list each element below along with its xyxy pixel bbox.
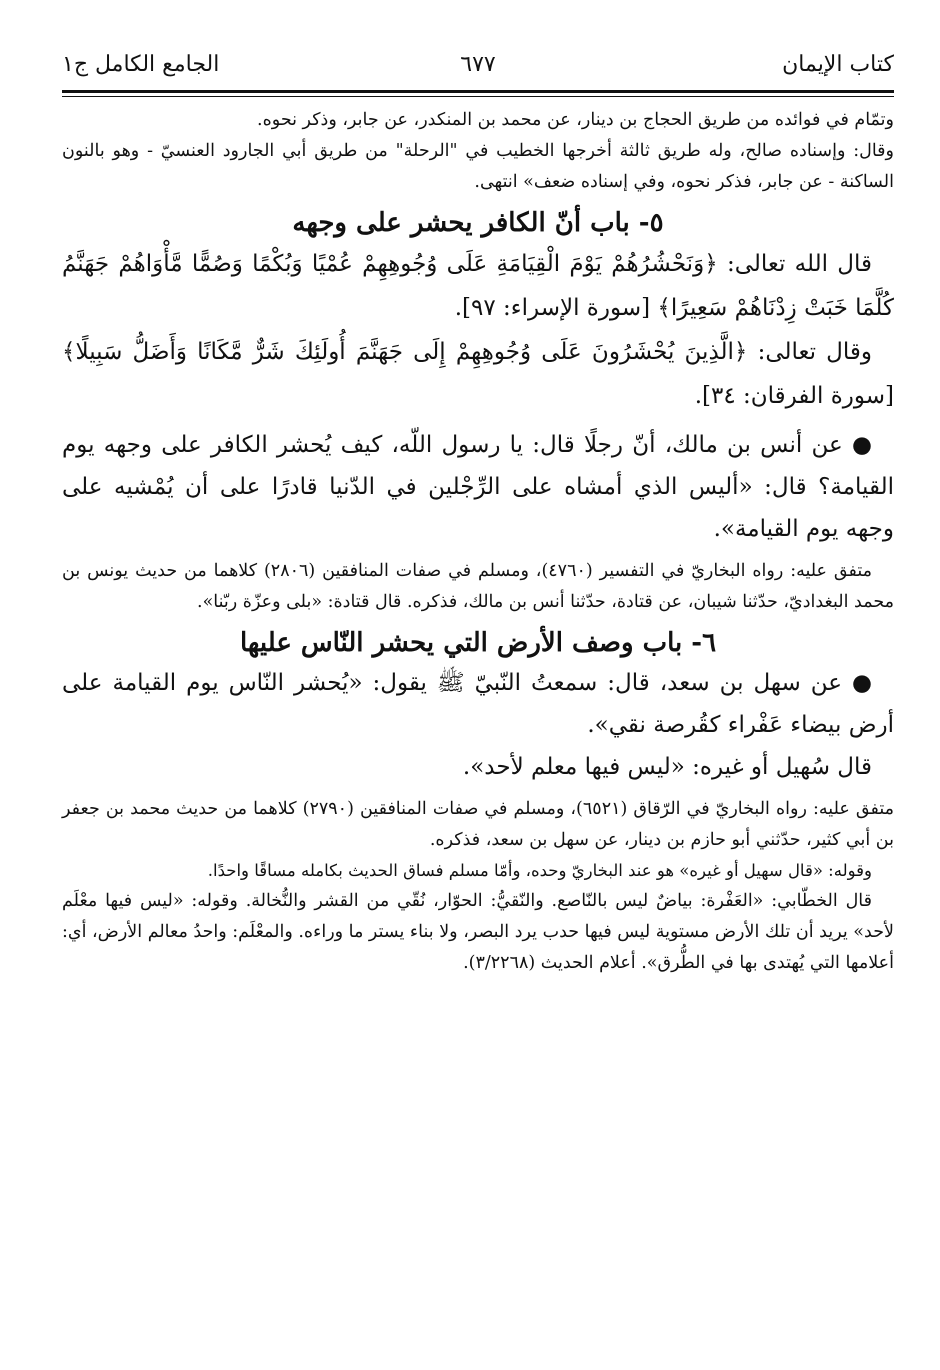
chapter-5-takhrij: متفق عليه: رواه البخاريّ في التفسير (٤٧٦٠)، ومسلم في صفات المنافقين (٢٨٠٦) كلاهما من حديث يونس بن محمد البغداديّ، حدّثنا شيبان، عن قتادة، حدّثنا أنس بن مالك، فذكره. قال قتادة: «بلى وعزّة ربّنا». [62, 561, 894, 612]
page-number: ٦٧٧ [460, 52, 496, 77]
chapter-5-verse-1: قال الله تعالى: ﴿وَنَحْشُرُهُمْ يَوْمَ الْقِيَامَةِ عَلَى وُجُوهِهِمْ عُمْيًا وَبُكْمًا وَصُمًّا مَّأْوَاهُمْ جَهَنَّمُ كُلَّمَا خَبَتْ زِدْنَاهُمْ سَعِيرًا﴾ [سورة الإسراء: ٩٧]. [62, 251, 894, 321]
chapter-5-verse-2: وقال تعالى: ﴿الَّذِينَ يُحْشَرُونَ عَلَى وُجُوهِهِمْ إِلَى جَهَنَّمَ أُولَئِكَ شَرٌّ مَّكَانًا وَأَضَلُّ سَبِيلًا﴾ [سورة الفرقان: ٣٤]. [62, 339, 894, 409]
chapter-6-takhrij: متفق عليه: رواه البخاريّ في الرّقاق (٦٥٢١)، ومسلم في صفات المنافقين (٢٧٩٠) كلاهما من حديث محمد بن جعفر بن أبي كثير، حدّثني أبو حازم بن دينار، عن سهل بن سعد، فذكره. [62, 799, 894, 850]
header-rule-thick [62, 90, 894, 93]
running-header [62, 52, 894, 88]
header-rule-thin [62, 96, 894, 97]
book-page [62, 52, 894, 979]
chapter-5-hadith: ● عن أنس بن مالك، أنّ رجلًا قال: يا رسول اللّه، كيف يُحشر الكافر على وجهه يوم القيامة؟ قال: «أليس الذي أمشاه على الرِّجْلين في الدّنيا قادرًا على أن يُمْشيه على وجهه يوم القيامة». [62, 432, 894, 542]
intro-paragraph-1: وتمّام في فوائده من طريق الحجاج بن دينار، عن محمد بن المنكدر، عن جابر، وذكر نحوه. [257, 110, 894, 130]
chapter-5-heading: ٥- باب أنّ الكافر يحشر على وجهه [292, 208, 664, 238]
intro-paragraph-2: وقال: وإسناده صالح، وله طريق ثالثة أخرجها الخطيب في "الرحلة" من طريق أبي الجارود العنسيّ - وهو بالنون الساكنة - عن جابر، فذكر نحوه، وفي إسناده ضعف» انتهى. [62, 141, 894, 192]
chapter-6-qala: قال سُهيل أو غيره: «ليس فيها معلم لأحد». [462, 754, 872, 780]
chapter-6-khattabi: قال الخطّابي: «العَفْرة: بياضٌ ليس بالنّاصع. والنّقيُّ: الحوّار، نُقّي من القشر والنُّخالة. وقوله: «ليس فيها معْلَم لأحد» يريد أن تلك الأرض مستوية ليس فيها حدب يرد البصر، ولا بناء يستر ما وراءه. والمعْلَم: واحدُ معالم الأرض، أي: أعلامها التي يُهتدى بها في الطُّرق». أعلام الحديث (٣/٢٢٦٨). [62, 891, 894, 973]
chapter-6-heading: ٦- باب وصف الأرض التي يحشر النّاس عليها [239, 628, 717, 658]
header-chapter-title: كتاب الإيمان [782, 52, 894, 77]
chapter-6-note: وقوله: «قال سهيل أو غيره» هو عند البخاريّ وحده، وأمّا مسلم فساق الحديث بكامله مساقًا واحدًا. [207, 861, 872, 880]
header-book-title: الجامع الكامل ج١ [62, 52, 220, 77]
chapter-6-hadith: ● عن سهل بن سعد، قال: سمعتُ النّبيّ ﷺ يقول: «يُحشر النّاس يوم القيامة على أرض بيضاء عَفْراء كقُرصة نقي». [62, 670, 894, 738]
